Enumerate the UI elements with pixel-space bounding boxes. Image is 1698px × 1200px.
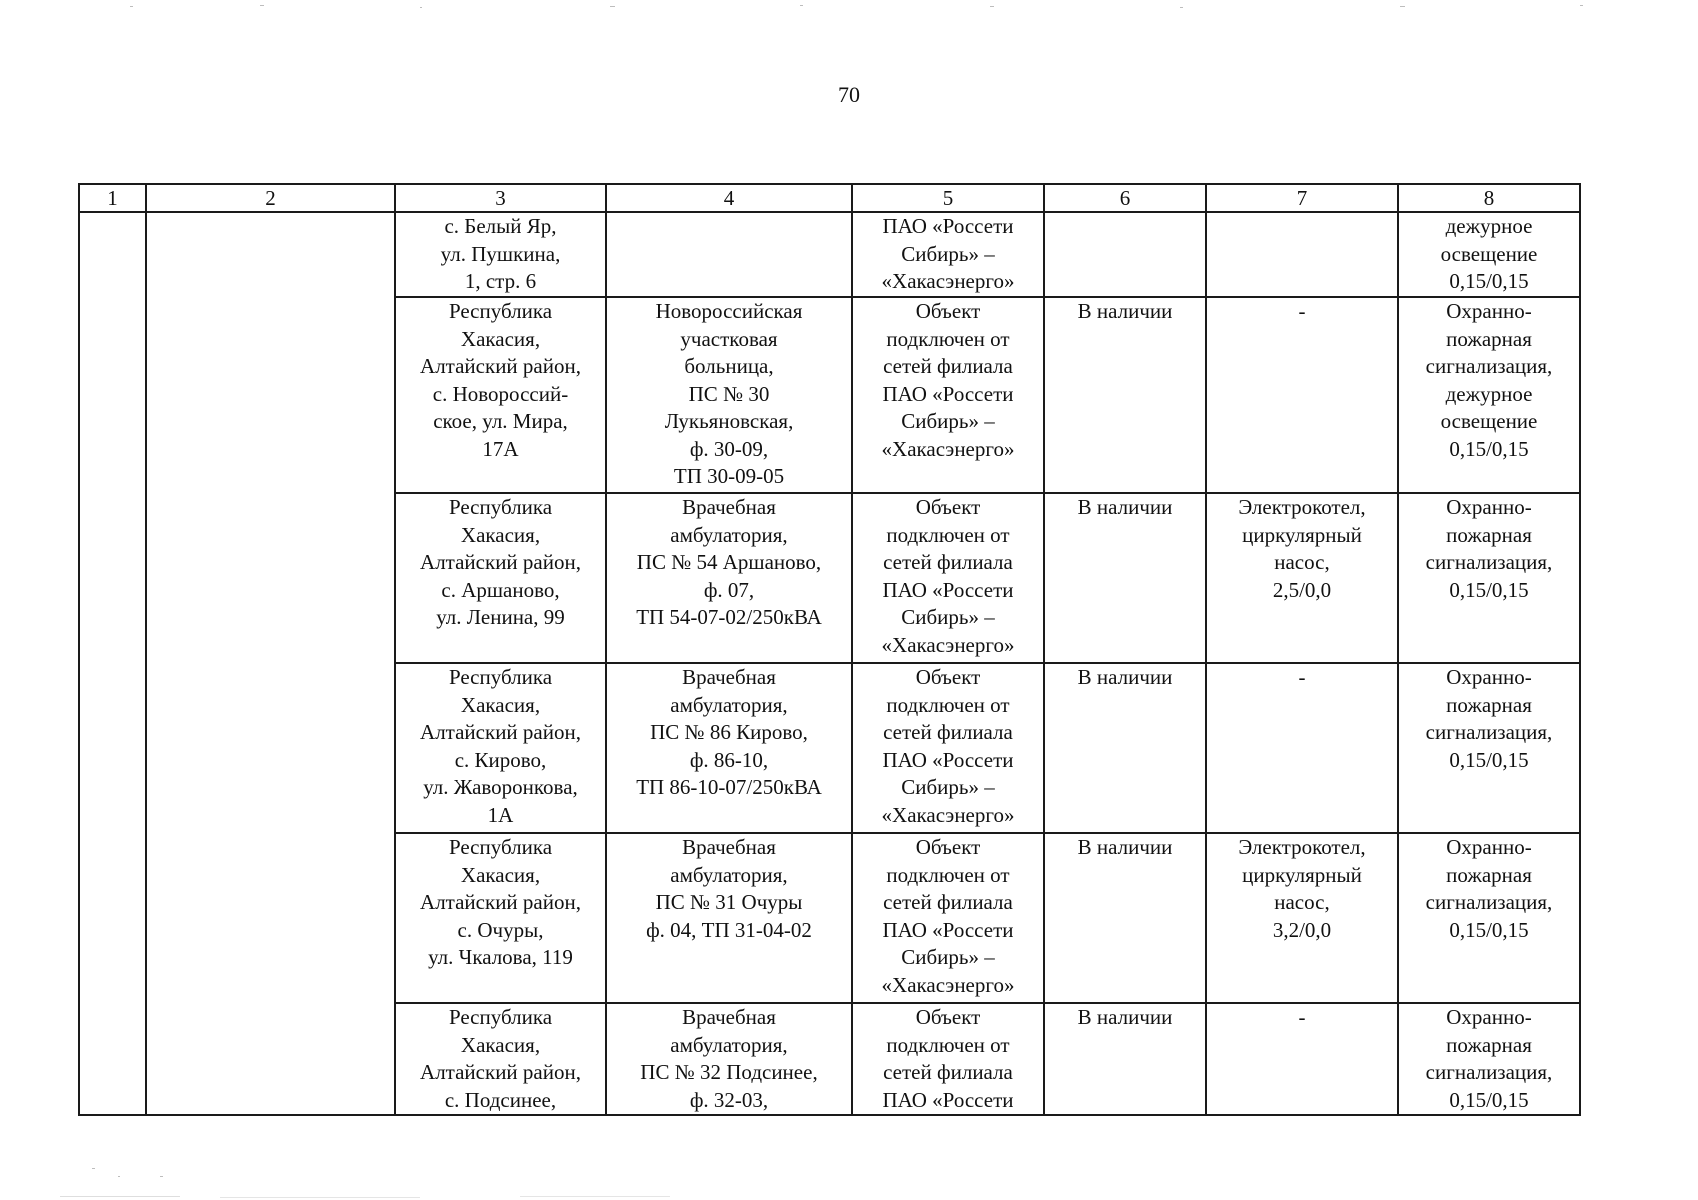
cell-equipment: Электрокотел, циркулярный насос, 3,2/0,0 — [1206, 833, 1398, 1003]
column-header: 8 — [1398, 184, 1580, 212]
cell-power-source: Объект подключен от сетей филиала ПАО «Россети Сибирь» – «Хакасэнерго» — [852, 493, 1044, 663]
cell-equipment: - — [1206, 663, 1398, 833]
cell-availability — [1044, 212, 1206, 297]
cell-power-source: Объект подключен от сетей филиала ПАО «Россети Сибирь» – «Хакасэнерго» — [852, 663, 1044, 833]
data-table — [78, 183, 1581, 1116]
cell-load: Охранно- пожарная сигнализация, дежурное освещение 0,15/0,15 — [1398, 297, 1580, 493]
table-row — [79, 212, 1580, 297]
table-header-row — [79, 184, 1580, 212]
cell-power-source: Объект подключен от сетей филиала ПАО «Россети — [852, 1003, 1044, 1115]
cell-power-source: ПАО «Россети Сибирь» – «Хакасэнерго» — [852, 212, 1044, 297]
cell-address: Республика Хакасия, Алтайский район, с. Новороссий- ское, ул. Мира, 17А — [395, 297, 606, 493]
cell-load: Охранно- пожарная сигнализация, 0,15/0,15 — [1398, 833, 1580, 1003]
column-header: 3 — [395, 184, 606, 212]
column-header: 4 — [606, 184, 852, 212]
cell-address: Республика Хакасия, Алтайский район, с. Очуры, ул. Чкалова, 119 — [395, 833, 606, 1003]
cell-equipment — [1206, 212, 1398, 297]
cell-connection-point: Врачебная амбулатория, ПС № 31 Очуры ф. 04, ТП 31-04-02 — [606, 833, 852, 1003]
cell-address: Республика Хакасия, Алтайский район, с. Кирово, ул. Жаворонкова, 1А — [395, 663, 606, 833]
cell-availability: В наличии — [1044, 297, 1206, 493]
cell-equipment: - — [1206, 1003, 1398, 1115]
cell-connection-point: Врачебная амбулатория, ПС № 32 Подсинее, ф. 32-03, — [606, 1003, 852, 1115]
column-header: 2 — [146, 184, 395, 212]
column-header: 6 — [1044, 184, 1206, 212]
cell-availability: В наличии — [1044, 663, 1206, 833]
column-header: 1 — [79, 184, 146, 212]
cell-connection-point — [606, 212, 852, 297]
cell-number-merged — [79, 212, 146, 1115]
cell-availability: В наличии — [1044, 1003, 1206, 1115]
cell-address: Республика Хакасия, Алтайский район, с. Аршаново, ул. Ленина, 99 — [395, 493, 606, 663]
cell-load: Охранно- пожарная сигнализация, 0,15/0,15 — [1398, 493, 1580, 663]
cell-equipment: - — [1206, 297, 1398, 493]
column-header: 7 — [1206, 184, 1398, 212]
cell-load: Охранно- пожарная сигнализация, 0,15/0,15 — [1398, 1003, 1580, 1115]
cell-address: с. Белый Яр, ул. Пушкина, 1, стр. 6 — [395, 212, 606, 297]
cell-connection-point: Врачебная амбулатория, ПС № 86 Кирово, ф. 86-10, ТП 86-10-07/250кВА — [606, 663, 852, 833]
cell-connection-point: Новороссийская участковая больница, ПС № 30 Лукьяновская, ф. 30-09, ТП 30-09-05 — [606, 297, 852, 493]
cell-load: Охранно- пожарная сигнализация, 0,15/0,15 — [1398, 663, 1580, 833]
cell-load: дежурное освещение 0,15/0,15 — [1398, 212, 1580, 297]
page-number: 70 — [838, 82, 860, 107]
cell-address: Республика Хакасия, Алтайский район, с. Подсинее, — [395, 1003, 606, 1115]
column-header: 5 — [852, 184, 1044, 212]
cell-equipment: Электрокотел, циркулярный насос, 2,5/0,0 — [1206, 493, 1398, 663]
cell-availability: В наличии — [1044, 833, 1206, 1003]
cell-availability: В наличии — [1044, 493, 1206, 663]
cell-power-source: Объект подключен от сетей филиала ПАО «Россети Сибирь» – «Хакасэнерго» — [852, 833, 1044, 1003]
cell-connection-point: Врачебная амбулатория, ПС № 54 Аршаново, ф. 07, ТП 54-07-02/250кВА — [606, 493, 852, 663]
cell-name-merged — [146, 212, 395, 1115]
cell-power-source: Объект подключен от сетей филиала ПАО «Россети Сибирь» – «Хакасэнерго» — [852, 297, 1044, 493]
